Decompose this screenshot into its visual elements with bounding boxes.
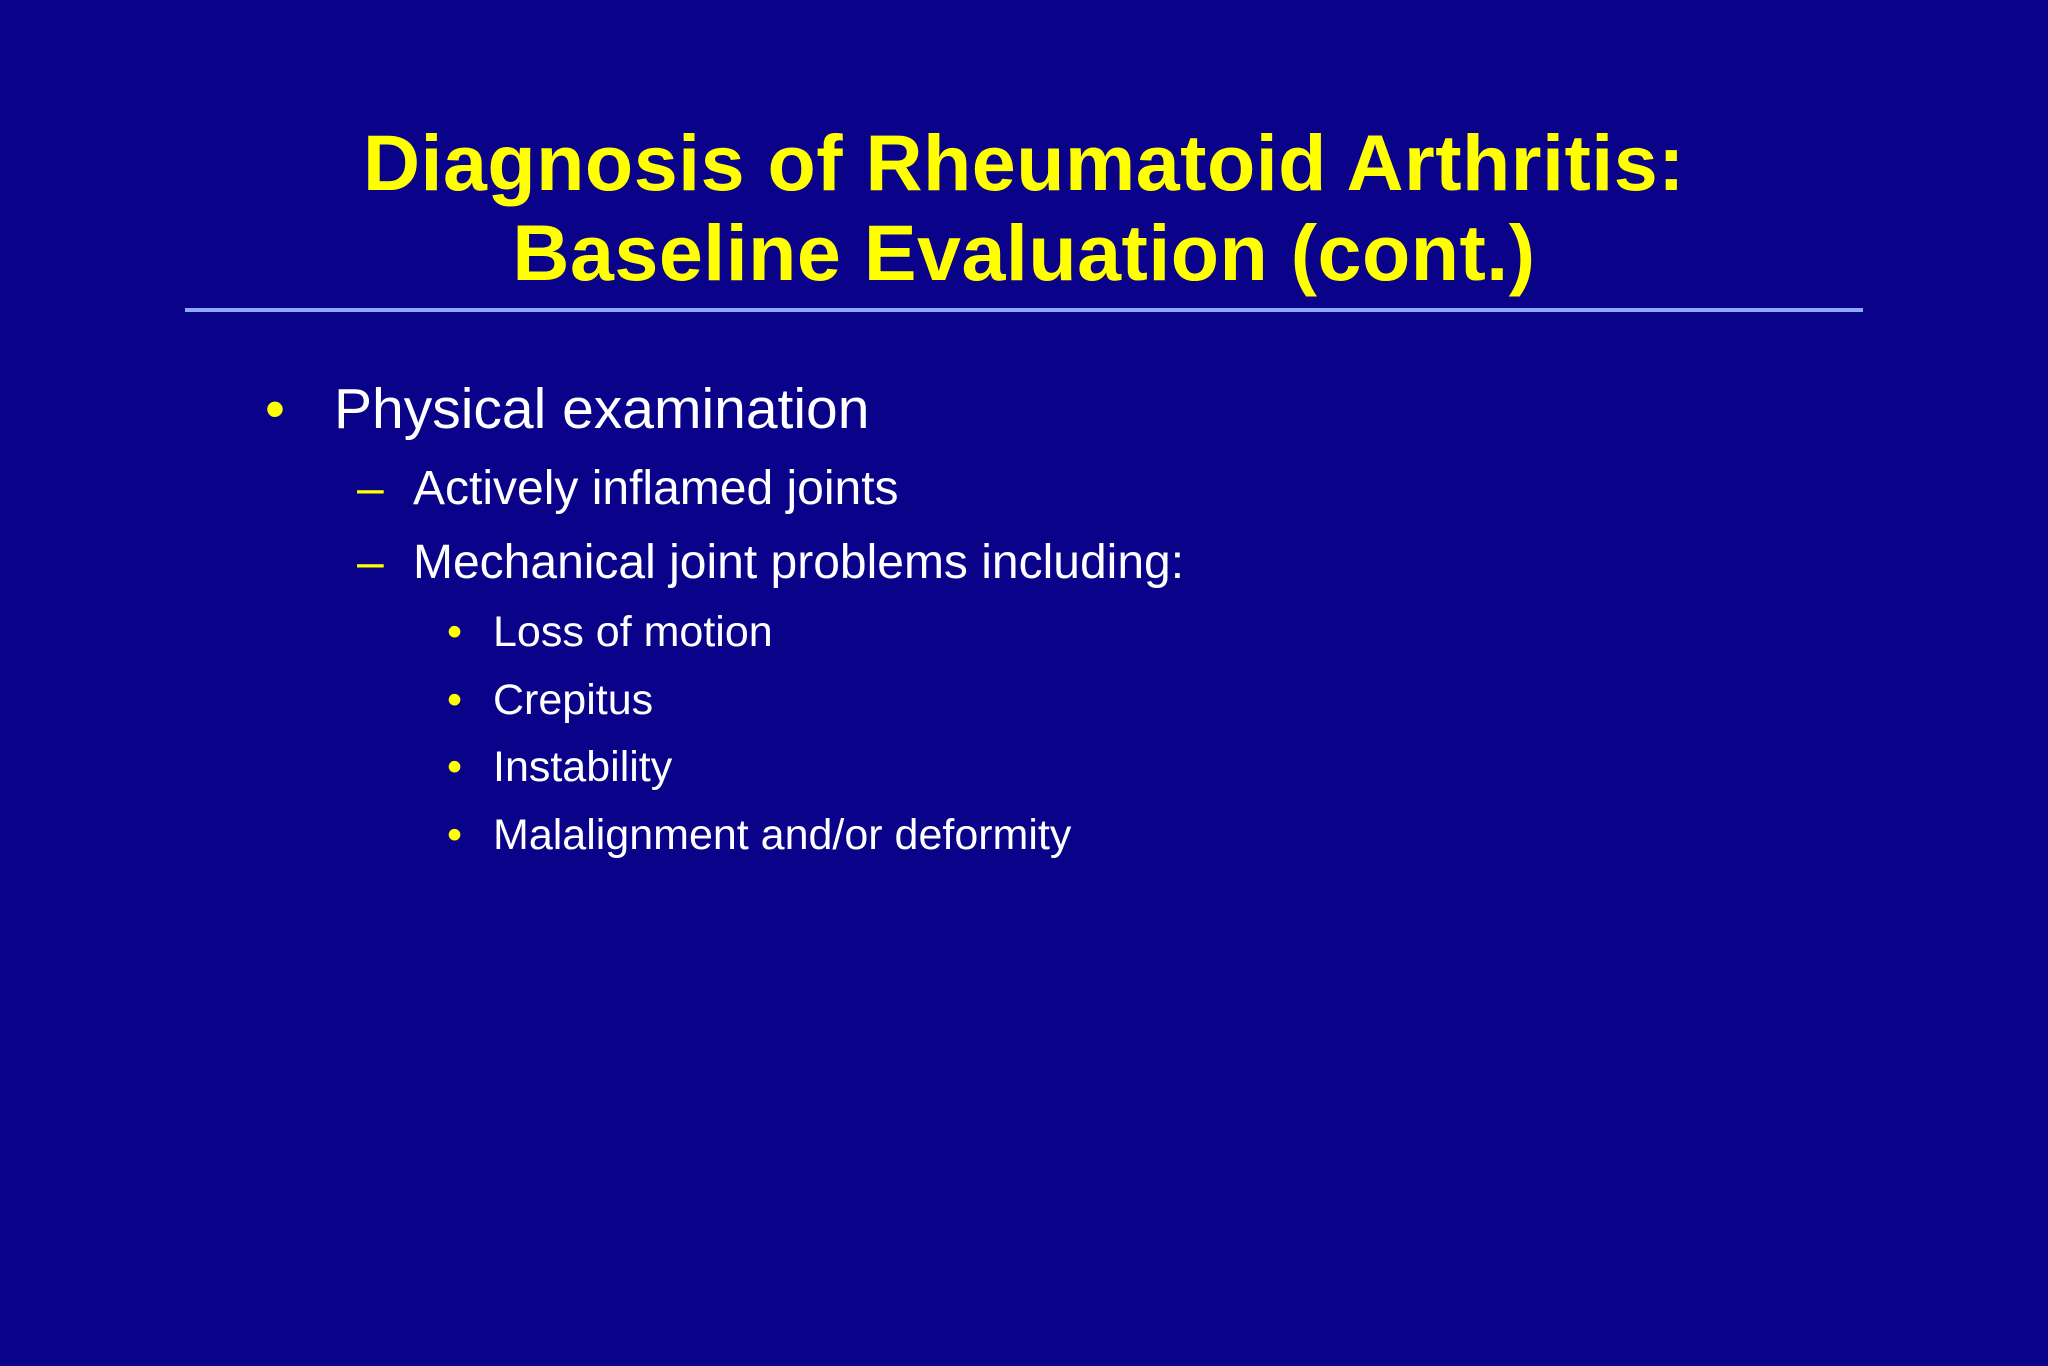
slide-title-line-1: Diagnosis of Rheumatoid Arthritis: (362, 118, 1685, 207)
sub-bullet-marker-icon: • (447, 608, 463, 656)
slide-title-line-2: Baseline Evaluation (cont.) (512, 208, 1536, 297)
bullet-mechanical-joint-problems: Mechanical joint problems including: (413, 536, 1185, 589)
bullet-loss-of-motion: Loss of motion (493, 608, 773, 656)
bullet-actively-inflamed-joints: Actively inflamed joints (413, 462, 899, 515)
title-divider (185, 308, 1863, 312)
bullet-instability: Instability (493, 743, 673, 791)
bullet-malalignment: Malalignment and/or deformity (493, 811, 1072, 859)
bullet-marker-icon: • (265, 377, 285, 441)
sub-bullet-marker-icon: • (447, 811, 463, 859)
bullet-physical-examination: Physical examination (334, 377, 870, 441)
slide-title (0, 118, 2048, 298)
sub-bullet-marker-icon: • (447, 676, 463, 724)
dash-marker-icon: – (357, 462, 384, 515)
sub-bullet-marker-icon: • (447, 743, 463, 791)
dash-marker-icon: – (357, 536, 384, 589)
bullet-crepitus: Crepitus (493, 676, 654, 724)
